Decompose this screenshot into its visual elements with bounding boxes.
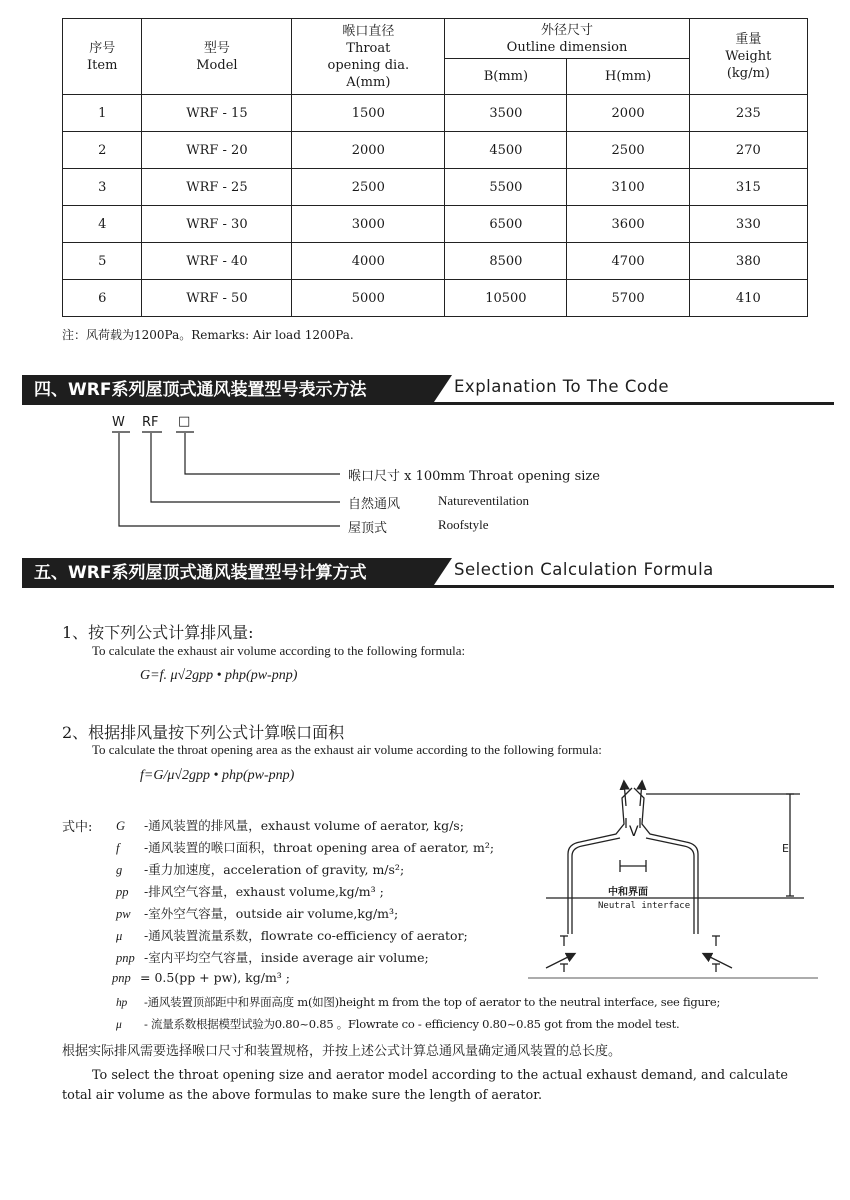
cell-a: 2000: [292, 132, 445, 169]
code-box: □: [178, 414, 191, 429]
cell-weight: 330: [689, 206, 807, 243]
cell-item: 2: [63, 132, 142, 169]
header-item: 序号 Item: [63, 19, 142, 95]
table-row: [63, 95, 808, 132]
cell-h: 4700: [567, 243, 689, 280]
section4-header: [22, 375, 834, 405]
table-row: [63, 169, 808, 206]
cell-b: 8500: [445, 243, 567, 280]
definition-item: pnp = 0.5(pp + pw), kg/m³ ;: [112, 970, 290, 985]
cell-b: 4500: [445, 132, 567, 169]
cell-a: 1500: [292, 95, 445, 132]
step1-heading: 1、按下列公式计算排风量:: [62, 623, 254, 642]
cell-h: 2500: [567, 132, 689, 169]
header-outline: 外径尺寸 Outline dimension: [445, 19, 689, 59]
code-line-roof: 屋顶式: [348, 521, 388, 536]
header-weight: 重量 Weight (kg/m): [689, 19, 807, 95]
cell-b: 6500: [445, 206, 567, 243]
cell-h: 3100: [567, 169, 689, 206]
code-line-natural-en: Natureventilation: [438, 493, 529, 508]
cell-weight: 270: [689, 132, 807, 169]
code-line-roof-en: Roofstyle: [438, 517, 489, 532]
definition-item: μ -通风装置流量系数，flowrate co-efficiency of aerator;: [116, 928, 468, 943]
step2-heading: 2、根据排风量按下列公式计算喉口面积: [62, 723, 345, 742]
section5-title: 五、WRF系列屋顶式通风装置型号计算方式: [22, 558, 432, 588]
formula1: G=f. μ√2gpp • php(pw-pnp): [140, 668, 298, 683]
cell-item: 6: [63, 280, 142, 317]
cell-model: WRF - 40: [142, 243, 292, 280]
header-h: H(mm): [567, 59, 689, 95]
step1-text: To calculate the exhaust air volume according to the following formula:: [92, 643, 466, 658]
cell-weight: 410: [689, 280, 807, 317]
cell-item: 3: [63, 169, 142, 206]
cell-model: WRF - 15: [142, 95, 292, 132]
cell-a: 3000: [292, 206, 445, 243]
cell-item: 4: [63, 206, 142, 243]
definition-item: pnp -室内平均空气容量，inside average air volume;: [116, 950, 429, 965]
definition-item: pw -室外空气容量，outside air volume,kg/m³;: [116, 906, 399, 921]
code-rf: RF: [142, 415, 159, 430]
section4-title-en: Explanation To The Code: [454, 377, 670, 396]
definition-item: μ - 流量系数根据模型试验为0.80~0.85 。Flowrate co - efficiency 0.80~0.85 got from the model test.: [116, 1017, 680, 1031]
definition-item: f -通风装置的喉口面积，throat opening area of aerator, m²;: [116, 840, 495, 855]
cell-b: 5500: [445, 169, 567, 206]
summary-en-line2: total air volume as the above formulas to make sure the length of aerator.: [62, 1088, 543, 1103]
cell-h: 2000: [567, 95, 689, 132]
cell-weight: 315: [689, 169, 807, 206]
formula2: f=G/μ√2gpp • php(pw-pnp): [140, 768, 295, 783]
figure-label-v: V: [629, 824, 639, 840]
table-row: [63, 206, 808, 243]
code-diagram: [108, 414, 668, 538]
figure-label-neutral-en: Neutral interface: [598, 901, 691, 911]
cell-b: 10500: [445, 280, 567, 317]
definition-item: hp -通风装置顶部距中和界面高度 m(如图)height m from the top of aerator to the neutral interface, see figure;: [116, 995, 721, 1009]
cell-model: WRF - 20: [142, 132, 292, 169]
aerator-drawing: [528, 776, 818, 984]
figure-label-neutral-cn: 中和界面: [608, 887, 648, 898]
figure-label-e: E: [782, 842, 789, 855]
cell-weight: 380: [689, 243, 807, 280]
cell-h: 5700: [567, 280, 689, 317]
header-b: B(mm): [445, 59, 567, 95]
header-model: 型号 Model: [142, 19, 292, 95]
code-line-throat: 喉口尺寸 x 100mm Throat opening size: [348, 469, 600, 484]
cell-b: 3500: [445, 95, 567, 132]
section-tag-arrow: [432, 375, 452, 405]
summary-cn: 根据实际排风需要选择喉口尺寸和装置规格，并按上述公式计算总通风量确定通风装置的总长度。: [62, 1044, 622, 1059]
table-note: 注：风荷载为1200Pa。Remarks: Air load 1200Pa.: [62, 328, 354, 342]
table-row: [63, 280, 808, 317]
cell-a: 2500: [292, 169, 445, 206]
section4-title: 四、WRF系列屋顶式通风装置型号表示方法: [22, 375, 432, 405]
where-label: 式中:: [62, 820, 93, 835]
cell-weight: 235: [689, 95, 807, 132]
cell-item: 5: [63, 243, 142, 280]
summary-en-line1: To select the throat opening size and aerator model according to the actual exhaust demand, and calculate: [92, 1068, 788, 1083]
cell-model: WRF - 50: [142, 280, 292, 317]
section-tag-arrow: [432, 558, 452, 588]
section5-header: [22, 558, 834, 588]
table-row: [63, 132, 808, 169]
definition-item: G -通风装置的排风量，exhaust volume of aerator, kg/s;: [116, 818, 464, 833]
cell-a: 4000: [292, 243, 445, 280]
definition-item: pp -排风空气容量，exhaust volume,kg/m³ ;: [116, 884, 384, 899]
code-line-natural: 自然通风: [348, 497, 401, 512]
cell-h: 3600: [567, 206, 689, 243]
code-w: W: [112, 415, 125, 430]
header-throat: 喉口直径 Throat opening dia. A(mm): [292, 19, 445, 95]
section5-title-en: Selection Calculation Formula: [454, 560, 714, 579]
cell-item: 1: [63, 95, 142, 132]
cell-model: WRF - 30: [142, 206, 292, 243]
definition-item: g -重力加速度，acceleration of gravity, m/s²;: [116, 862, 405, 877]
aerator-figure: [528, 776, 818, 984]
cell-a: 5000: [292, 280, 445, 317]
table-row: [63, 243, 808, 280]
step2-text: To calculate the throat opening area as the exhaust air volume according to the following formula:: [92, 742, 602, 757]
cell-model: WRF - 25: [142, 169, 292, 206]
specification-table: [62, 18, 808, 317]
